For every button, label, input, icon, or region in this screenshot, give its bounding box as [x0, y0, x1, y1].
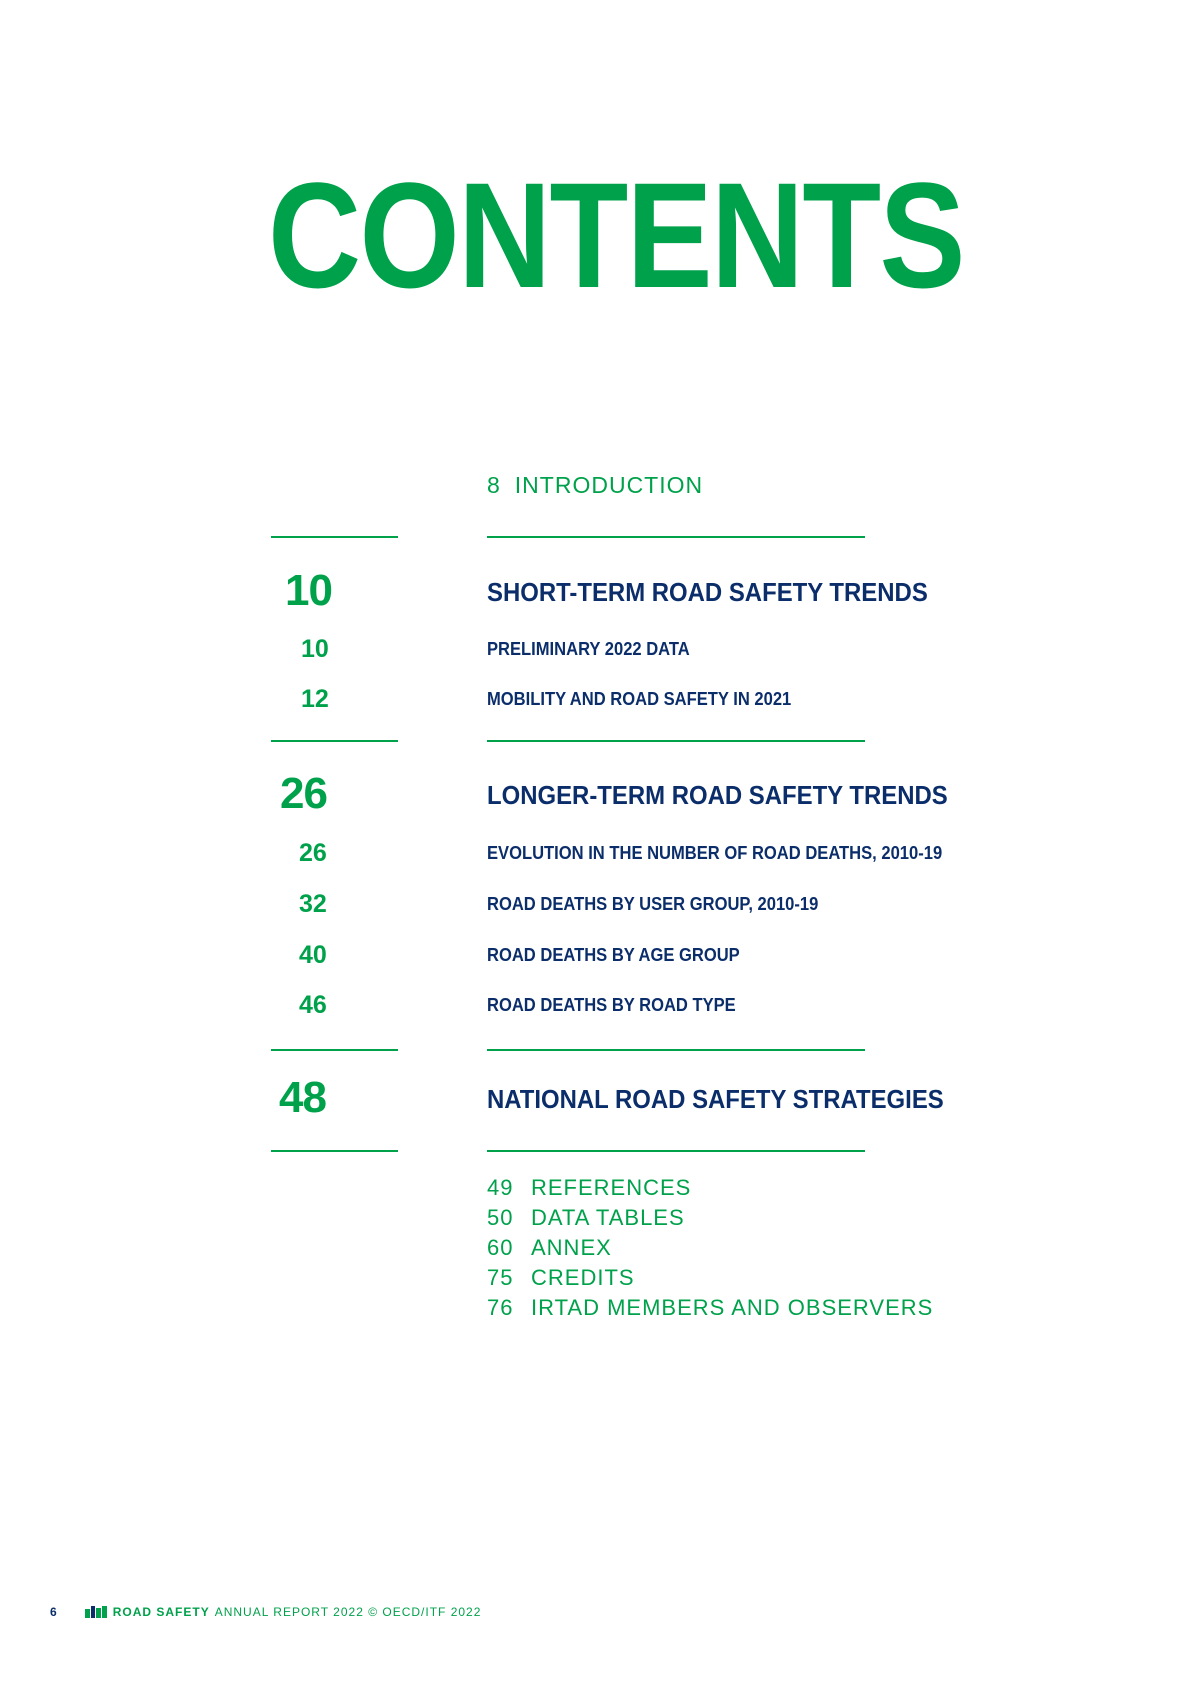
section-title-short-term[interactable]: SHORT-TERM ROAD SAFETY TRENDS — [487, 577, 928, 607]
footer-report-title: ANNUAL REPORT 2022 © OECD/ITF 2022 — [214, 1605, 482, 1619]
divider — [487, 1150, 865, 1152]
toc-entry-credits[interactable] — [487, 1263, 933, 1293]
divider — [487, 740, 865, 742]
toc-page-number: 76 — [487, 1295, 514, 1320]
toc-page-number: 12 — [301, 685, 329, 713]
toc-label: DATA TABLES — [531, 1205, 685, 1230]
divider — [487, 536, 865, 538]
divider — [271, 536, 398, 538]
section-page-number: 48 — [279, 1073, 326, 1122]
section-page-number: 10 — [285, 566, 332, 615]
divider — [271, 1049, 398, 1051]
road-safety-logo-icon — [85, 1606, 107, 1618]
toc-label: IRTAD MEMBERS AND OBSERVERS — [531, 1295, 934, 1320]
section-title-longer-term[interactable]: LONGER-TERM ROAD SAFETY TRENDS — [487, 780, 948, 810]
toc-page-number: 60 — [487, 1235, 514, 1260]
toc-entry-mobility-2021[interactable]: MOBILITY AND ROAD SAFETY IN 2021 — [487, 689, 792, 709]
section-page-number: 26 — [280, 769, 327, 818]
divider — [271, 1150, 398, 1152]
toc-label: INTRODUCTION — [514, 472, 704, 498]
toc-entry-deaths-by-user-group[interactable]: ROAD DEATHS BY USER GROUP, 2010-19 — [487, 894, 819, 914]
divider — [487, 1049, 865, 1051]
page-footer — [50, 1604, 481, 1620]
toc-entry-evolution-road-deaths[interactable]: EVOLUTION IN THE NUMBER OF ROAD DEATHS, 2010-19 — [487, 843, 943, 863]
toc-page-number: 46 — [299, 991, 327, 1019]
toc-entry-irtad-members[interactable] — [487, 1293, 933, 1323]
section-title-national-strategies[interactable]: NATIONAL ROAD SAFETY STRATEGIES — [487, 1084, 944, 1114]
toc-page-number: 10 — [301, 635, 329, 663]
toc-page-number: 50 — [487, 1205, 514, 1230]
end-matter-list — [487, 1173, 933, 1323]
toc-page-number: 75 — [487, 1265, 514, 1290]
toc-label: REFERENCES — [531, 1175, 692, 1200]
toc-page-number: 32 — [299, 890, 327, 918]
toc-entry-preliminary-2022-data[interactable]: PRELIMINARY 2022 DATA — [487, 639, 690, 659]
toc-label: ANNEX — [531, 1235, 612, 1260]
toc-label: CREDITS — [531, 1265, 635, 1290]
toc-entry-annex[interactable] — [487, 1233, 933, 1263]
toc-page-number: 8 — [487, 472, 501, 498]
toc-entry-deaths-by-road-type[interactable]: ROAD DEATHS BY ROAD TYPE — [487, 995, 736, 1015]
toc-page-number: 26 — [299, 839, 327, 867]
footer-brand: ROAD SAFETY — [112, 1605, 210, 1619]
toc-page-number: 49 — [487, 1175, 514, 1200]
divider — [271, 740, 398, 742]
toc-entry-data-tables[interactable] — [487, 1203, 933, 1233]
toc-entry-deaths-by-age-group[interactable]: ROAD DEATHS BY AGE GROUP — [487, 945, 740, 965]
toc-entry-references[interactable] — [487, 1173, 933, 1203]
footer-page-number: 6 — [50, 1605, 57, 1619]
toc-entry-introduction[interactable] — [487, 472, 703, 499]
page-title: CONTENTS — [268, 151, 964, 319]
toc-page-number: 40 — [299, 941, 327, 969]
